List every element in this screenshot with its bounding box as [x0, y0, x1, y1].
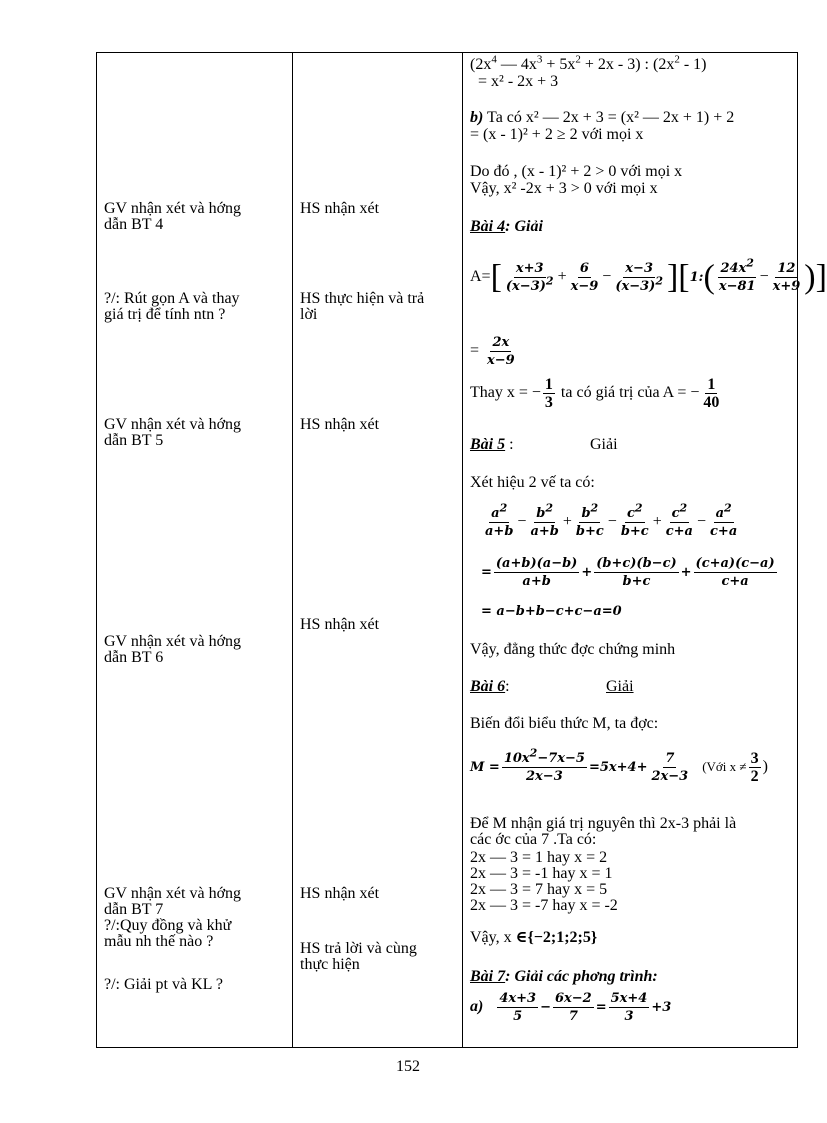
student-note: HS nhận xét: [300, 200, 380, 217]
column-divider: [292, 53, 293, 1047]
student-note: HS nhận xét: [300, 416, 380, 433]
teacher-note-bt7: GV nhận xét và hớng dẫn BT 7 ?/:Quy đồng và khử mẫu nh thế nào ?: [104, 885, 242, 950]
identity-line1: $\frac{a^2}{a+b}$ − $\frac{b^2}{a+b}$ + $\frac{b^2}{b+c}$ − $\frac{c^2}{b+c}$ + $\frac{c^2}{c+a}$ − $\frac{a^2}{c+a}$: [485, 501, 738, 539]
bai5-heading: Bài 5 : Giải: [470, 436, 618, 453]
teacher-question-giaipt: ?/: Giải pt và KL ?: [104, 976, 223, 993]
xet-hieu-line: Xét hiệu 2 vế ta có:: [470, 474, 595, 491]
teacher-note-bt4: GV nhận xét và hớng dẫn BT 4: [104, 200, 242, 233]
identity-result: = a−b+b−c+c−a=0: [481, 604, 622, 619]
student-note: HS thực hiện và trả lời: [300, 290, 425, 323]
division-expression: ($2x^4$ — $4x^3 + 5x^2 + 2x - 3$) : $(2x^2 - 1)$: [470, 53, 707, 73]
conclusion-line: Vậy, x² -2x + 3 > 0 với mọi x: [470, 180, 658, 197]
student-note: HS nhận xét: [300, 616, 380, 633]
bai4-heading: Bài 4: Giải: [470, 218, 543, 235]
formula-a: A=[ $\frac{x+3}{(x-3)^2}$ + $\frac{6}{x-9}$ − $\frac{x-3}{(x-3)^2}$ ][1:( $\frac{24x^2}{x-81}$ − $\frac{12}{x+9}$ )]: [470, 256, 827, 296]
student-note: HS trả lời và cùng thực hiện: [300, 940, 417, 973]
teacher-note-bt6: GV nhận xét và hớng dẫn BT 6: [104, 633, 242, 666]
proof-conclusion: Vậy, đẳng thức đợc chứng minh: [470, 641, 676, 658]
conclusion-line: Do đó , (x - 1)² + 2 > 0 với mọi x: [470, 163, 683, 180]
division-result: = x² - 2x + 3: [478, 73, 559, 90]
de-m-text: Để M nhận giá trị nguyên thì 2x-3 phải là các ớc của 7 .Ta có:: [470, 815, 737, 848]
case-list: 2x — 3 = 1 hay x = 2 2x — 3 = -1 hay x = 1 2x — 3 = 7 hay x = 5 2x — 3 = -7 hay x = -2: [470, 849, 618, 914]
teacher-question-rutgon: ?/: Rút gọn A và thay giá trị để tính ntn ?: [104, 290, 240, 323]
substitution-line: Thay x = − $\frac{1}{3}$ ta có giá trị của A = − $\frac{1}{40}$: [470, 375, 720, 411]
formula-a-result: = $\frac{2x}{x-9}$: [470, 334, 515, 368]
teacher-note-bt5: GV nhận xét và hớng dẫn BT 5: [104, 416, 242, 449]
solution-set: Vậy, x ∈{−2;1;2;5}: [470, 929, 598, 946]
bai7-equation: a) $\frac{4x+3}{5}$ − $\frac{6x-2}{7}$ = $\frac{5x+4}{3}$ +3: [470, 990, 672, 1024]
part-b-line2: = (x - 1)² + 2 ≥ 2 với mọi x: [470, 126, 644, 143]
column-divider: [462, 53, 463, 1047]
formula-m: M = $\frac{10x^2-7x-5}{2x-3}$ =5x+4+ $\frac{7}{2x-3}$ (Với x ≠ $\frac{3}{2}$ ): [470, 746, 768, 785]
lesson-table: [96, 52, 827, 1048]
bien-doi-line: Biến đổi biểu thức M, ta đợc:: [470, 715, 659, 732]
identity-line2: = $\frac{(a+b)(a-b)}{a+b}$ + $\frac{(b+c)(b-c)}{b+c}$ + $\frac{(c+a)(c-a)}{c+a}$: [481, 556, 775, 589]
bai6-heading: Bài 6: Giải: [470, 678, 634, 695]
student-note: HS nhận xét: [300, 885, 380, 902]
part-b: b) Ta có x² — 2x + 3 = (x² — 2x + 1) + 2: [470, 109, 735, 126]
bai7-heading: Bài 7: Giải các phơng trình:: [470, 968, 658, 985]
page-number: 152: [396, 1058, 420, 1075]
